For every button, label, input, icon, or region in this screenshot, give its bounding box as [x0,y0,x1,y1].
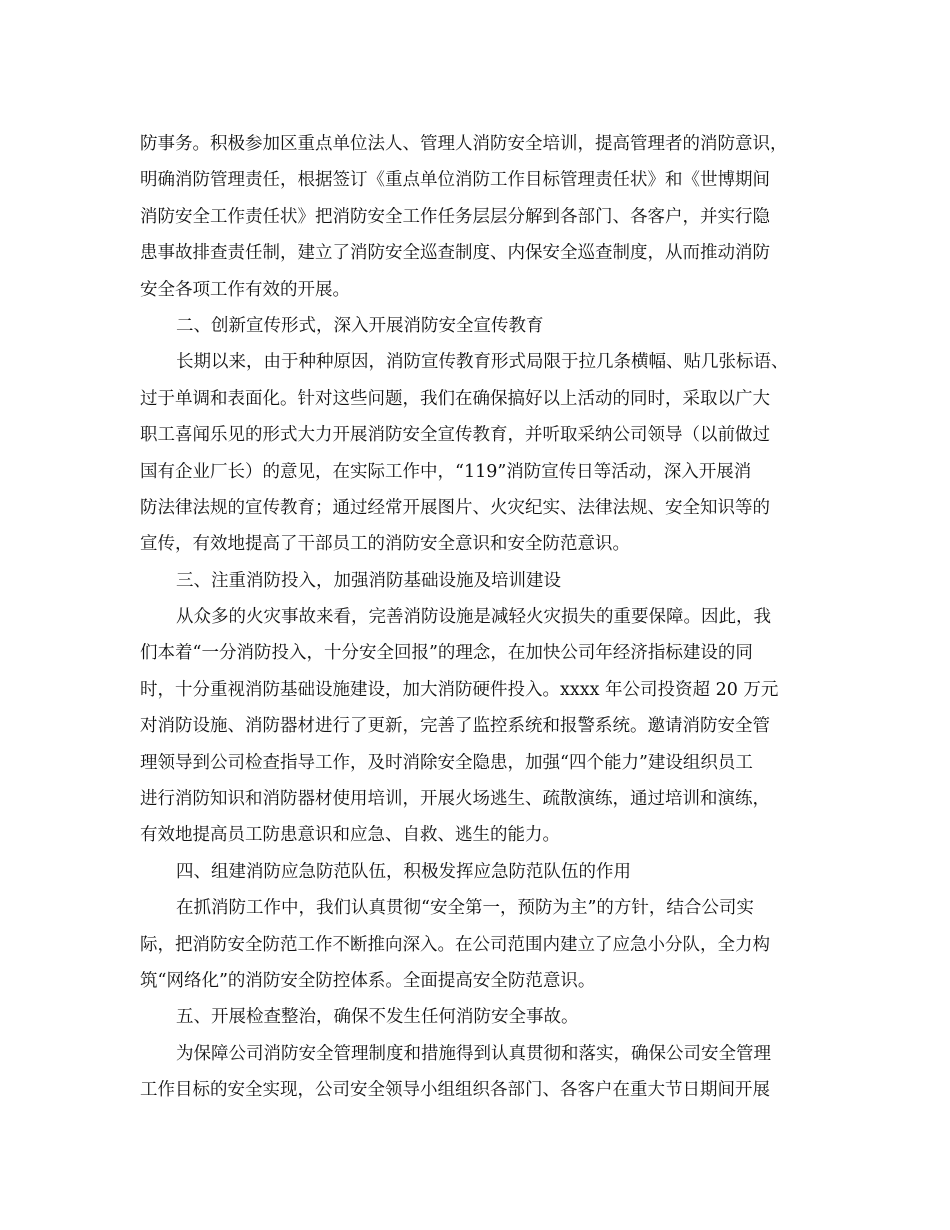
text-line: 防法律法规的宣传教育；通过经常开展图片、火灾纪实、法律法规、安全知识等的 [140,497,770,518]
document-body [140,126,820,1109]
text-line: 们本着“一分消防投入，十分安全回报”的理念，在加快公司年经济指标建设的同 [140,643,753,664]
text-line: 筑“网络化”的消防安全防控体系。全面提高安全防范意识。 [140,970,596,991]
text-line: 有效地提高员工防患意识和应急、自救、逃生的能力。 [140,825,560,846]
text-line: 五、开展检查整治，确保不发生任何消防安全事故。 [176,1007,579,1028]
text-line: 工作目标的安全实现，公司安全领导小组组织各部门、各客户在重大节日期间开展 [140,1080,770,1101]
text-line: 防事务。积极参加区重点单位法人、管理人消防安全培训，提高管理者的消防意识， [140,134,788,154]
text-line: 三、注重消防投入，加强消防基础设施及培训建设 [176,570,561,591]
text-line: 职工喜闻乐见的形式大力开展消防安全宣传教育，并听取采纳公司领导（以前做过 [140,425,770,446]
text-line: 四、组建消防应急防范队伍，积极发挥应急防范队伍的作用 [176,861,631,882]
text-line: 长期以来，由于种种原因，消防宣传教育形式局限于拉几条横幅、贴几张标语、 [176,352,789,373]
text-line: 消防安全工作责任状》把消防安全工作任务层层分解到各部门、各客户，并实行隐 [140,206,770,227]
text-line: 安全各项工作有效的开展。 [140,279,350,300]
text-line: 宣传，有效地提高了干部员工的消防安全意识和安全防范意识。 [140,534,630,555]
text-line: 对消防设施、消防器材进行了更新，完善了监控系统和报警系统。邀请消防安全管 [140,716,770,737]
text-line: 国有企业厂长）的意见，在实际工作中，“119”消防宣传日等活动，深入开展消 [140,461,752,482]
text-line: 从众多的火灾事故来看，完善消防设施是减轻火灾损失的重要保障。因此，我 [176,607,771,628]
text-line: 时，十分重视消防基础设施建设，加大消防硬件投入。xxxx 年公司投资超 20 万元 [140,679,779,700]
text-line: 过于单调和表面化。针对这些问题，我们在确保搞好以上活动的同时，采取以广大 [140,388,770,409]
text-line: 二、创新宣传形式，深入开展消防安全宣传教育 [176,315,544,336]
text-line: 在抓消防工作中，我们认真贯彻“安全第一，预防为主”的方针，结合公司实 [176,898,754,919]
text-line: 理领导到公司检查指导工作，及时消除安全隐患，加强“四个能力”建设组织员工 [140,752,753,773]
text-line: 为保障公司消防安全管理制度和措施得到认真贯彻和落实，确保公司安全管理 [176,1043,771,1064]
text-line: 进行消防知识和消防器材使用培训，开展火场逃生、疏散演练，通过培训和演练， [140,789,770,810]
text-line: 患事故排查责任制，建立了消防安全巡查制度、内保安全巡查制度，从而推动消防 [140,243,770,264]
text-line: 际，把消防安全防范工作不断推向深入。在公司范围内建立了应急小分队，全力构 [140,934,770,955]
text-line: 明确消防管理责任，根据签订《重点单位消防工作目标管理责任状》和《世博期间 [140,170,770,191]
